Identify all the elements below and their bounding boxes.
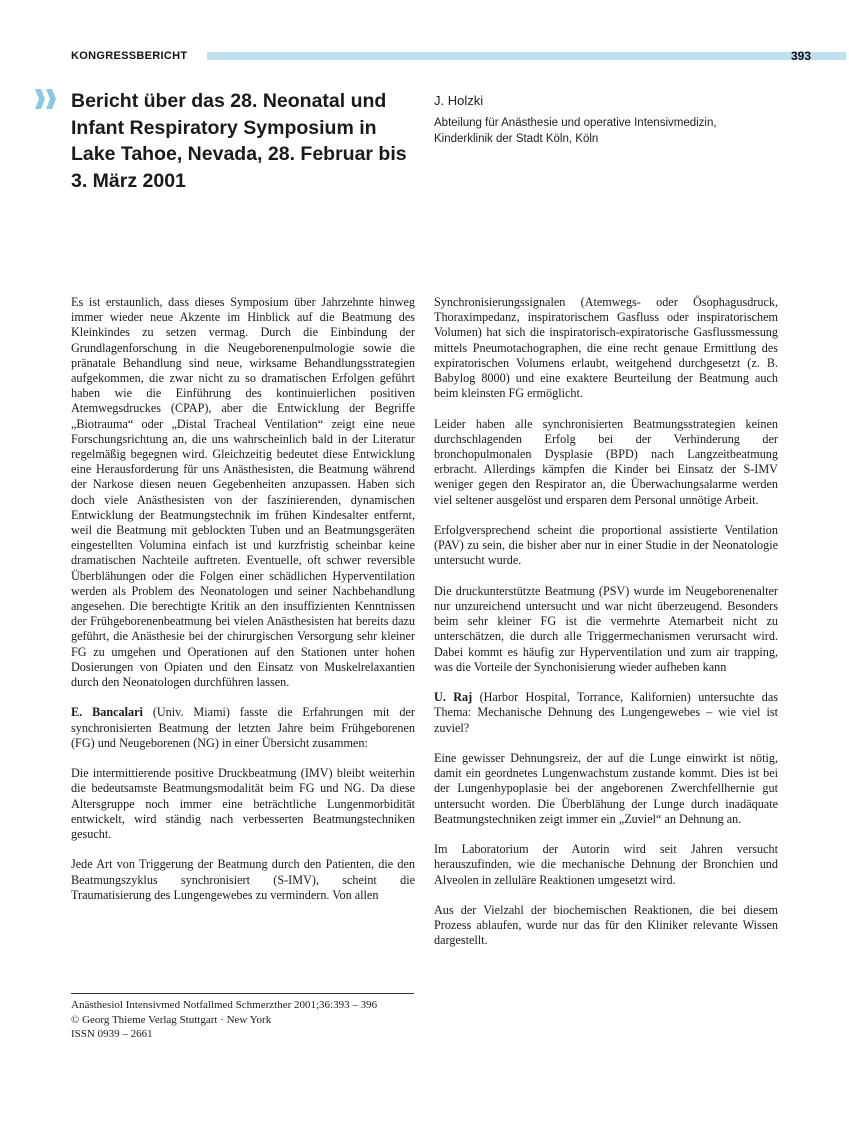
paragraph: Eine gewisser Dehnungsreiz, der auf die Lunge einwirkt ist nötig, damit ein geordnetes Lungenwachstum zustande kommt. Dies ist bei der Lungenhypoplasie bei der angeborenen Zwerchfellhernie gut untersucht worden. Die Überblähung der Lunge durch inadäquate Beatmungstechniken zeigt immer ein „Zuviel“ an Dehnung an.	[434, 751, 778, 826]
affiliation-line: Kinderklinik der Stadt Köln, Köln	[434, 132, 599, 145]
speaker-name: U. Raj	[434, 690, 473, 705]
author-affiliation	[434, 116, 774, 147]
publisher-line: © Georg Thieme Verlag Stuttgart · New York	[71, 1013, 272, 1026]
section-label: KONGRESSBERICHT	[71, 50, 188, 62]
citation-line: Anästhesiol Intensivmed Notfallmed Schmerzther 2001;36:393 – 396	[71, 999, 378, 1011]
paragraph	[71, 705, 415, 751]
page-number: 393	[790, 49, 811, 63]
paragraph-text: (Univ. Miami) fasste die Erfahrungen mit der synchronisierten Beatmung der letzten Jahre beim Frühgeborenen (FG) und Neugeborenen (NG) in einer Übersicht zusammen:	[71, 705, 415, 750]
speaker-name: E. Bancalari	[71, 705, 143, 720]
paragraph: Die druckunterstützte Beatmung (PSV) wurde im Neugeborenenalter nur unzureichend untersucht und war nicht überzeugend. Besonders beim sehr kleiner FG ist die vermehrte Atemarbeit nicht zu unterschätzen, die durch alle Triggermechanismen verursacht wird. Dabei kommt es häufig zur Hyperventilation und zum air trapping, was die Vorteile der Synchonisierung wieder aufheben kann	[434, 583, 778, 674]
citation-footer	[71, 993, 414, 1042]
paragraph: Im Laboratorium der Autorin wird seit Jahren versucht herauszufinden, wie die mechanische Dehnung der Bronchien und Alveolen in zelluläre Reaktionen umgesetzt wird.	[434, 842, 778, 887]
paragraph: Es ist erstaunlich, dass dieses Symposium über Jahrzehnte hinweg immer wieder neue Akzente im Hinblick auf die Beatmung des Kleinkindes zu setzen vermag. Durch die Einbindung der Grundlagenforschung in die Neugeborenenpulmologie sowie die pränatale Behandlung sind neue, wirksame Behandlungsstrategien aufgekommen, die zwar nicht zu so dramatischen Erfolgen geführt haben wie die Einführung des kontinuierlichen positiven Atemwegsdruckes (CPAP), aber die Entwicklung der Begriffe „Biotrauma“ oder „Distal Tracheal Ventilation“ zeigt eine neue Forschungsrichtung an, die uns wahrscheinlich bald in der Literatur regelmäßig begegnen wird. Gleichzeitig bedeutet diese Entwicklung eine Herausforderung für uns Anästhesisten, die Beatmung während der Narkose diesen neuen Gegebenheiten anzupassen. Haben sich doch viele Anästhesisten von der faszinierenden, dynamischen Entwicklung der Beatmungstechnik im frühen Kindesalter entfernt, weil die Beatmung mit geblockten Tuben und an Beatmungsgeräten eingestellten Volumina einfach ist und kurzfristig scheinbar keine dramatischen Nachteile auftreten. Eventuelle, oft schwer reversible Überblähungen oder die Folgen einer schädlichen Hyperventilation werden als Problem des Neonatologen und seiner Nachbehandlung angesehen. Die berechtigte Kritik an den insuffizienten Kenntnissen der Frühgeborenenbeatmung bei vielen Anästhesisten hat bereits dazu geführt, die Anästhesie bei der chirurgischen Versorgung sehr kleiner FG zu umgehen und Operationen auf den Stationen unter hohen Dosierungen von Opiaten und den Einsatz von Muskelrelaxantien durch den Neonatologen durchführen lassen.	[71, 295, 415, 690]
paragraph: Die intermittierende positive Druckbeatmung (IMV) bleibt weiterhin die bedeutsamste Beatmungsmodalität beim FG und NG. Da diese Altersgruppe noch immer eine beträchtliche Lungenmorbidität entwickelt, wird ständig nach verbesserten Beatmungstechniken gesucht.	[71, 766, 415, 842]
running-header	[71, 48, 811, 64]
paragraph	[434, 690, 778, 736]
paragraph: Aus der Vielzahl der biochemischen Reaktionen, die bei diesem Prozess ablaufen, wurde nur das für den Kliniker relevante Wissen dargestellt.	[434, 903, 778, 948]
article-title: Bericht über das 28. Neonatal und Infant Respiratory Symposium in Lake Tahoe, Nevada, 28. Februar bis 3. März 2001	[71, 90, 407, 192]
paragraph-text: (Harbor Hospital, Torrance, Kalifornien) untersuchte das Thema: Mechanische Dehnung des Lungengewebes – wie viel ist zuviel?	[434, 690, 778, 735]
affiliation-line: Abteilung für Anästhesie und operative Intensivmedizin,	[434, 117, 717, 129]
issn-line: ISSN 0939 – 2661	[71, 1028, 153, 1040]
author-name: J. Holzki	[434, 93, 484, 108]
body-column-left	[71, 295, 415, 918]
header-bar	[207, 52, 846, 60]
paragraph: Synchronisierungssignalen (Atemwegs- oder Ösophagusdruck, Thoraximpedanz, inspiratorischem Gasfluss oder inspiratorischem Volumen) hat sich die inspiratorisch-expiratorische Gasflussmessung mittels Pneumotachographen, die eine recht genaue Ermittlung des expiratorischen Volumens erlaubt, weitgehend durchgesetzt (z. B. Babylog 8000) und eine exaktere Beurteilung der Beatmung auch beim kleinsten FG ermöglicht.	[434, 295, 778, 401]
paragraph: Jede Art von Triggerung der Beatmung durch den Patienten, die den Beatmungszyklus synchronisiert (S-IMV), scheint die Traumatisierung des Lungengewebes zu vermindern. Von allen	[71, 857, 415, 902]
paragraph: Leider haben alle synchronisierten Beatmungsstrategien keinen durchschlagenden Erfolg bei der Verhinderung der bronchopulmonalen Dysplasie (BPD) nach Langzeitbeatmung erbracht. Allerdings kämpfen die Kinder bei Einsatz der S-IMV weniger gegen den Respirator an, die Überwachungsalarme werden viel seltener ausgelöst und ersparen dem Personal unnötige Arbeit.	[434, 416, 778, 507]
paragraph: Erfolgversprechend scheint die proportional assistierte Ventilation (PAV) zu sein, die bisher aber nur in einer Studie in der Neonatologie untersucht wurde.	[434, 523, 778, 568]
quote-mark-icon	[34, 86, 60, 112]
body-column-right	[434, 295, 778, 964]
